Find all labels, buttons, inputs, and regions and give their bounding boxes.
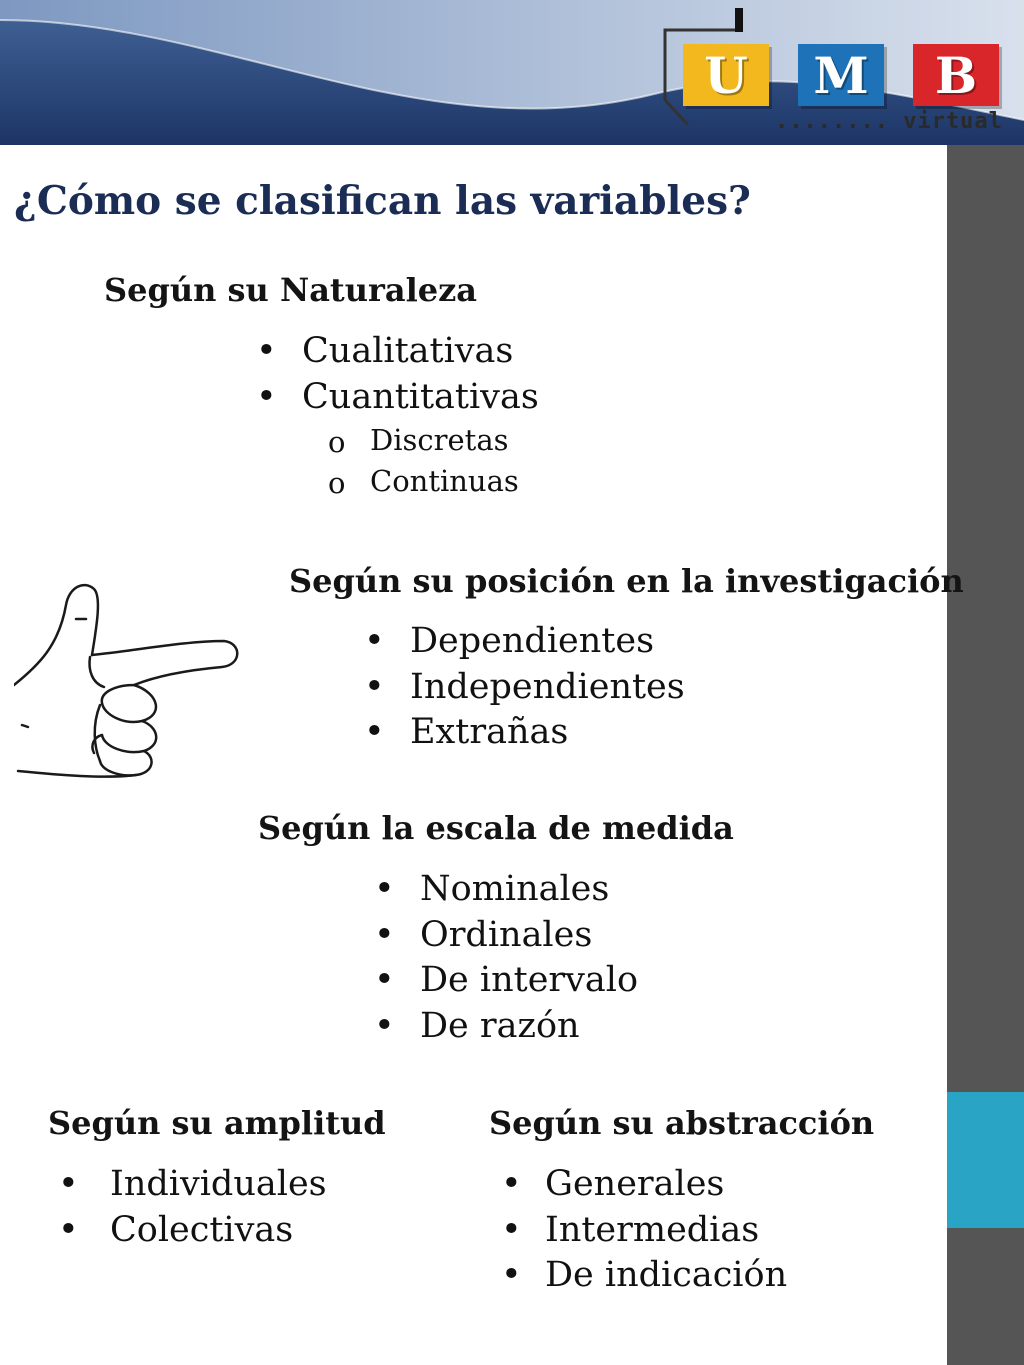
- list-item: • Generales: [501, 1162, 787, 1208]
- list-item: • Colectivas: [58, 1208, 327, 1254]
- logo-letter-u: U: [683, 44, 769, 106]
- logo-letter-m: M: [798, 44, 884, 106]
- heading-escala: Según la escala de medida: [258, 809, 734, 847]
- list-item: • Independientes: [364, 665, 685, 711]
- list-abstraccion: [501, 1162, 787, 1299]
- list-escala: [374, 867, 638, 1049]
- list-item: • De intervalo: [374, 958, 638, 1004]
- list-item: • Intermedias: [501, 1208, 787, 1254]
- heading-posicion: Según su posición en la investigación: [289, 562, 964, 600]
- pointing-hand-icon: [14, 575, 244, 785]
- list-item: • Ordinales: [374, 913, 638, 959]
- list-naturaleza: [256, 329, 539, 420]
- page-title: ¿Cómo se clasifican las variables?: [14, 178, 751, 224]
- list-item: • Individuales: [58, 1162, 327, 1208]
- list-item: • Extrañas: [364, 710, 685, 756]
- heading-amplitud: Según su amplitud: [48, 1104, 386, 1142]
- heading-abstraccion: Según su abstracción: [489, 1104, 875, 1142]
- sublist-item: o Continuas: [328, 461, 519, 502]
- list-item: • Nominales: [374, 867, 638, 913]
- logo-letter-b: B: [913, 44, 999, 106]
- list-amplitud: [58, 1162, 327, 1253]
- list-item: • Dependientes: [364, 619, 685, 665]
- logo-subtitle: ........ virtual: [775, 109, 1003, 134]
- sublist-cuantitativas: [328, 420, 519, 502]
- right-sidebar-stripe: [947, 145, 1024, 1365]
- list-item: • De razón: [374, 1004, 638, 1050]
- heading-naturaleza: Según su Naturaleza: [104, 271, 477, 309]
- list-item: • De indicación: [501, 1253, 787, 1299]
- sidebar-accent: [947, 1092, 1024, 1228]
- list-item: • Cualitativas: [256, 329, 539, 375]
- list-item: • Cuantitativas: [256, 375, 539, 421]
- sublist-item: o Discretas: [328, 420, 519, 461]
- list-posicion: [364, 619, 685, 756]
- header-banner: [0, 0, 1024, 145]
